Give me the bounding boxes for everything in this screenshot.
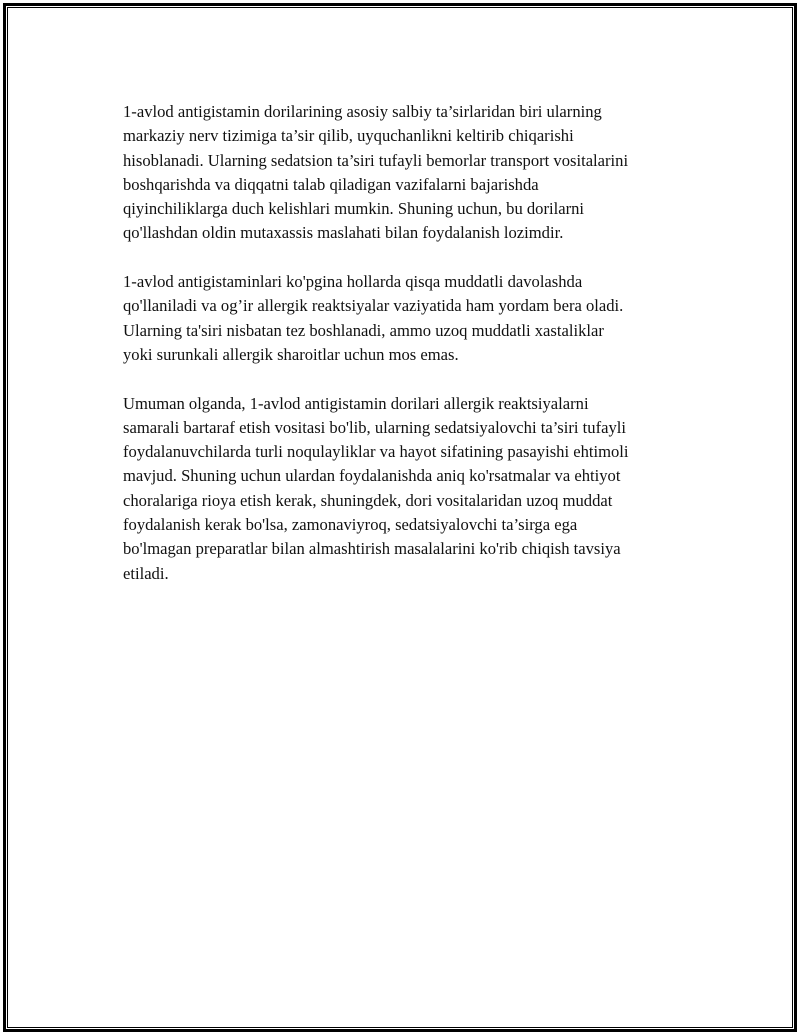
document-body <box>123 100 703 610</box>
text-line: choralariga rioya etish kerak, shuningdek, dori vositalaridan uzoq muddat <box>123 490 613 510</box>
text-line: hisoblanadi. Ularning sedatsion ta’siri tufayli bemorlar transport vositalarini <box>123 150 629 170</box>
text-line: mavjud. Shuning uchun ulardan foydalanishda aniq ko'rsatmalar va ehtiyot <box>123 466 621 486</box>
text-line: 1-avlod antigistaminlari ko'pgina hollarda qisqa muddatli davolashda <box>123 272 583 292</box>
text-line: Ularning ta'siri nisbatan tez boshlanadi, ammo uzoq muddatli xastaliklar <box>123 320 604 340</box>
paragraph-3 <box>123 392 703 586</box>
page-border <box>3 3 797 1032</box>
text-line: Umuman olganda, 1-avlod antigistamin dorilari allergik reaktsiyalarni <box>123 393 589 413</box>
text-line: qo'llaniladi va og’ir allergik reaktsiyalar vaziyatida ham yordam bera oladi. <box>123 296 624 316</box>
text-line: boshqarishda va diqqatni talab qiladigan vazifalarni bajarishda <box>123 174 539 194</box>
text-line: 1-avlod antigistamin dorilarining asosiy salbiy ta’sirlaridan biri ularning <box>123 102 602 121</box>
text-line: qo'llashdan oldin mutaxassis maslahati bilan foydalanish lozimdir. <box>123 223 564 243</box>
text-line: samarali bartaraf etish vositasi bo'lib, ularning sedatsiyalovchi ta’siri tufayli <box>123 417 626 437</box>
paragraph-1 <box>123 100 703 246</box>
text-line: markaziy nerv tizimiga ta’sir qilib, uyquchanlikni keltirib chiqarishi <box>123 126 574 146</box>
paragraph-2 <box>123 270 703 367</box>
text-line: yoki surunkali allergik sharoitlar uchun mos emas. <box>123 344 459 364</box>
text-line: bo'lmagan preparatlar bilan almashtirish masalalarini ko'rib chiqish tavsiya <box>123 539 621 559</box>
text-line: foydalanish kerak bo'lsa, zamonaviyroq, sedatsiyalovchi ta’sirga ega <box>123 515 578 535</box>
text-line: qiyinchiliklarga duch kelishlari mumkin. Shuning uchun, bu dorilarni <box>123 199 585 219</box>
text-line: etiladi. <box>123 563 169 583</box>
text-line: foydalanuvchilarda turli noqulayliklar va hayot sifatining pasayishi ehtimoli <box>123 442 629 462</box>
